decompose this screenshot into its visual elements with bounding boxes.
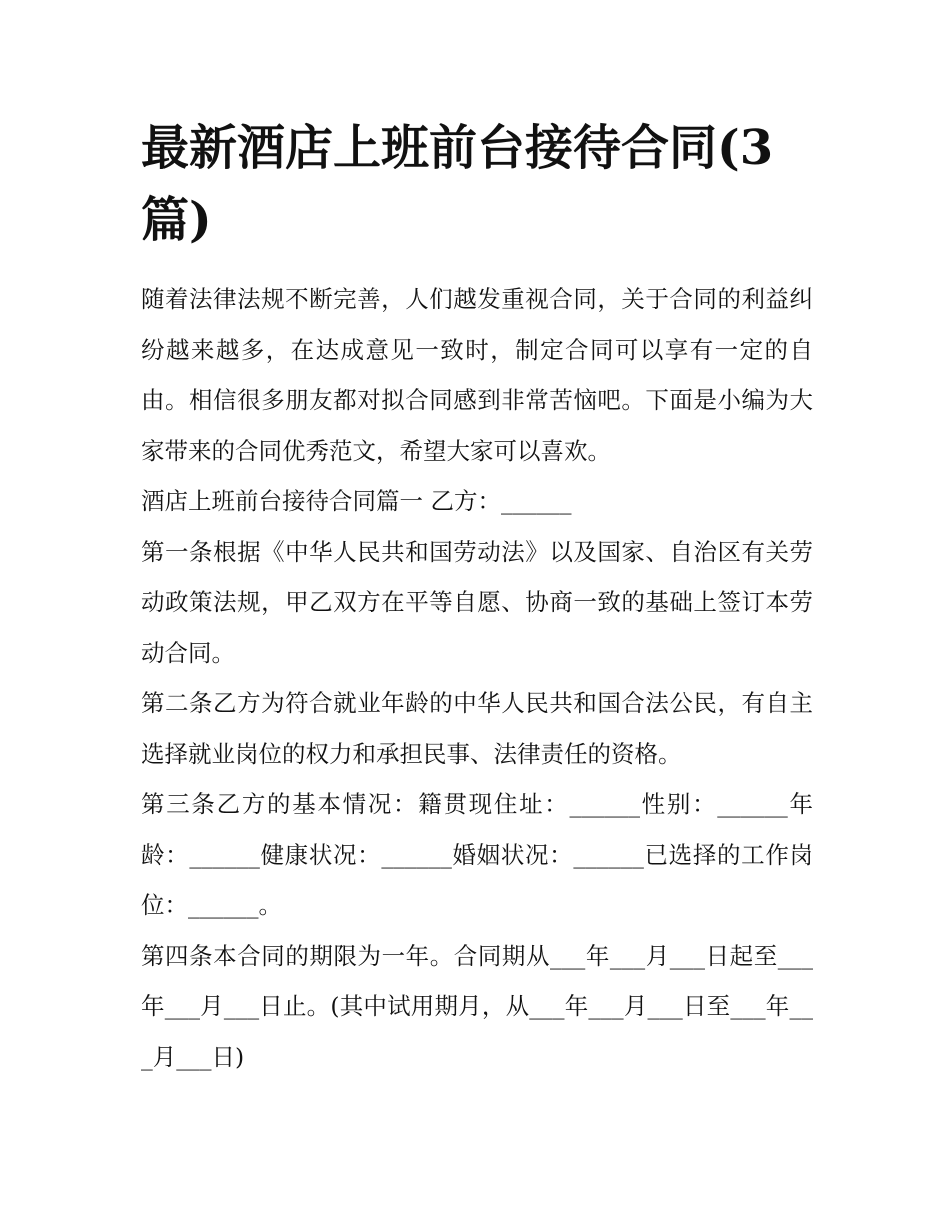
intro-paragraph: 随着法律法规不断完善，人们越发重视合同，关于合同的利益纠纷越来越多，在达成意见一致时，制定合同可以享有一定的自由。相信很多朋友都对拟合同感到非常苦恼吧。下面是小编为大家带来的合同优秀范文，希望大家可以喜欢。 — [141, 285, 813, 465]
document-body — [141, 112, 813, 1082]
document-title: 最新酒店上班前台接待合同(3篇) — [141, 120, 774, 248]
article-4-paragraph: 第四条本合同的期限为一年。合同期从___年___月___日起至___年___月___日止。(其中试用期月，从___年___月___日至___年___月___日) — [141, 941, 813, 1071]
article-3-paragraph: 第三条乙方的基本情况：籍贯现住址：______性别：______年龄：______健康状况：______婚姻状况：______已选择的工作岗位：______。 — [141, 790, 813, 919]
article-2-paragraph: 第二条乙方为符合就业年龄的中华人民共和国合法公民，有自主选择就业岗位的权力和承担民事、法律责任的资格。 — [141, 689, 813, 768]
section-heading-contract-1: 酒店上班前台接待合同篇一 乙方：______ — [141, 487, 572, 515]
article-1-paragraph: 第一条根据《中华人民共和国劳动法》以及国家、自治区有关劳动政策法规，甲乙双方在平等自愿、协商一致的基础上签订本劳动合同。 — [141, 537, 813, 667]
